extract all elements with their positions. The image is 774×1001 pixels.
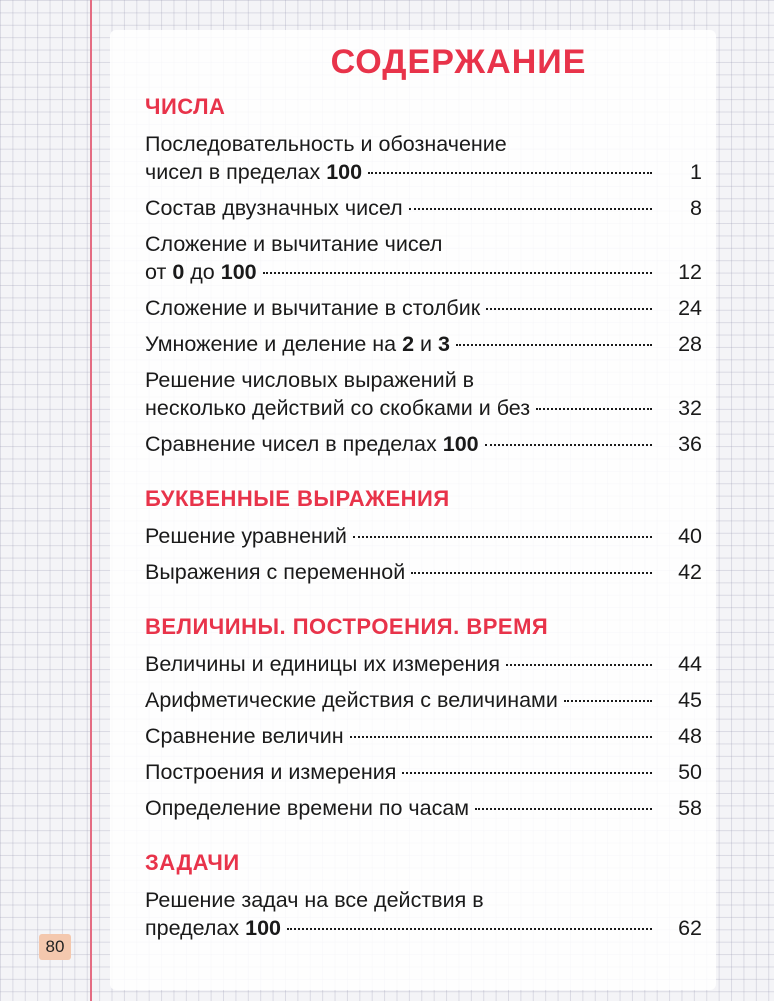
dot-leader <box>402 772 652 774</box>
entry-text-segment: Выражения с переменной <box>145 560 406 584</box>
page-ref: 58 <box>678 796 702 820</box>
dot-leader <box>263 272 652 274</box>
entry-last-line <box>145 650 702 678</box>
entry-last-line <box>145 722 702 750</box>
entry-number: 100 <box>326 160 363 184</box>
page-ref: 40 <box>678 524 702 548</box>
entry-text-segment: от <box>145 260 173 284</box>
entry-text <box>145 330 450 358</box>
dot-leader <box>485 444 652 446</box>
entry-text <box>145 558 405 586</box>
entry-text <box>145 394 530 422</box>
page-ref: 1 <box>690 160 702 184</box>
entry-number: 100 <box>220 260 257 284</box>
toc-entry[interactable] <box>145 366 702 422</box>
toc-section <box>145 848 702 942</box>
entry-line: Последовательность и обозначение <box>145 132 507 156</box>
entry-last-line <box>145 914 702 942</box>
toc-entry[interactable] <box>145 686 702 714</box>
entry-number: 0 <box>172 260 185 284</box>
entry-text <box>145 430 479 458</box>
entry-number: 100 <box>245 916 281 940</box>
entry-text-segment: чисел в пределах <box>145 160 327 184</box>
entry-last-line <box>145 158 702 186</box>
entry-text <box>145 686 558 714</box>
dot-leader <box>475 808 652 810</box>
toc-entry[interactable] <box>145 794 702 822</box>
entry-last-line <box>145 394 702 422</box>
entry-text <box>145 194 403 222</box>
page-ref: 48 <box>678 724 702 748</box>
toc-entry[interactable] <box>145 130 702 186</box>
dot-leader <box>287 928 652 930</box>
entry-text-segment: и <box>414 332 439 356</box>
page-ref: 12 <box>678 260 702 284</box>
section-title: ЧИСЛА <box>145 94 226 119</box>
toc-entry[interactable] <box>145 722 702 750</box>
entry-text-segment: до <box>184 260 221 284</box>
toc-entry[interactable] <box>145 194 702 222</box>
entry-text <box>145 294 480 322</box>
entry-text-segment: Решение уравнений <box>145 524 347 548</box>
entry-text <box>145 914 281 942</box>
entry-text-segment: Умножение и деление на <box>145 332 403 356</box>
entry-text <box>145 158 362 186</box>
entry-last-line <box>145 758 702 786</box>
dot-leader <box>353 536 652 538</box>
entry-text-segment: несколько действий со скобками и без <box>145 396 531 420</box>
entry-text <box>145 258 257 286</box>
toc-section <box>145 612 702 822</box>
entry-text-segment: Величины и единицы их измерения <box>145 652 501 676</box>
page-ref: 44 <box>678 652 702 676</box>
section-title: ЗАДАЧИ <box>145 850 240 875</box>
entry-text <box>145 722 344 750</box>
toc-entry[interactable] <box>145 650 702 678</box>
entry-number: 100 <box>442 432 479 456</box>
entry-text <box>145 650 500 678</box>
toc-entry[interactable] <box>145 230 702 286</box>
dot-leader <box>350 736 652 738</box>
page-ref: 42 <box>678 560 702 584</box>
entry-text-segment: Построения и измерения <box>145 760 397 784</box>
entry-text <box>145 758 396 786</box>
page-ref: 45 <box>678 688 702 712</box>
toc-entry[interactable] <box>145 558 702 586</box>
entry-text-segment: Сравнение величин <box>145 724 344 748</box>
entry-last-line <box>145 430 702 458</box>
page-title: СОДЕРЖАНИЕ <box>330 43 587 81</box>
toc-entry[interactable] <box>145 522 702 550</box>
entry-line: Сложение и вычитание чисел <box>145 232 443 256</box>
entry-line: Решение задач на все действия в <box>145 888 484 912</box>
table-of-contents <box>145 40 702 942</box>
entry-last-line <box>145 294 702 322</box>
entry-number: 2 <box>402 332 415 356</box>
entry-text <box>145 522 347 550</box>
entry-last-line <box>145 522 702 550</box>
page-ref: 8 <box>690 196 702 220</box>
entry-last-line <box>145 686 702 714</box>
dot-leader <box>486 308 652 310</box>
entry-text-segment: Арифметические действия с величинами <box>145 688 558 712</box>
entry-text-segment: пределах <box>145 916 246 940</box>
toc-entry[interactable] <box>145 430 702 458</box>
page-ref: 24 <box>678 296 702 320</box>
entry-text-segment: Сравнение чисел в пределах <box>145 432 443 456</box>
dot-leader <box>411 572 652 574</box>
entry-last-line <box>145 258 702 286</box>
dot-leader <box>564 700 652 702</box>
page-ref: 50 <box>678 760 702 784</box>
toc-entry[interactable] <box>145 886 702 942</box>
entry-line: Решение числовых выражений в <box>145 368 475 392</box>
entry-text-segment: Определение времени по часам <box>145 796 470 820</box>
dot-leader <box>409 208 652 210</box>
toc-section <box>145 484 702 586</box>
dot-leader <box>536 408 652 410</box>
entry-last-line <box>145 330 702 358</box>
toc-sections <box>145 92 702 942</box>
page-number: 80 <box>39 934 71 960</box>
toc-entry[interactable] <box>145 758 702 786</box>
toc-entry[interactable] <box>145 330 702 358</box>
page-ref: 62 <box>678 916 702 940</box>
toc-section <box>145 92 702 458</box>
entry-text <box>145 794 469 822</box>
dot-leader <box>368 172 652 174</box>
section-title: ВЕЛИЧИНЫ. ПОСТРОЕНИЯ. ВРЕМЯ <box>145 614 549 639</box>
dot-leader <box>506 664 652 666</box>
margin-line <box>90 0 92 1001</box>
toc-entry[interactable] <box>145 294 702 322</box>
entry-last-line <box>145 794 702 822</box>
page-ref: 36 <box>678 432 702 456</box>
page-ref: 28 <box>678 332 702 356</box>
dot-leader <box>456 344 652 346</box>
section-title: БУКВЕННЫЕ ВЫРАЖЕНИЯ <box>145 486 450 511</box>
page-ref: 32 <box>678 396 702 420</box>
entry-text-segment: Состав двузначных чисел <box>145 196 403 220</box>
entry-last-line <box>145 194 702 222</box>
entry-last-line <box>145 558 702 586</box>
entry-text-segment: Сложение и вычитание в столбик <box>145 296 481 320</box>
entry-number: 3 <box>438 332 451 356</box>
